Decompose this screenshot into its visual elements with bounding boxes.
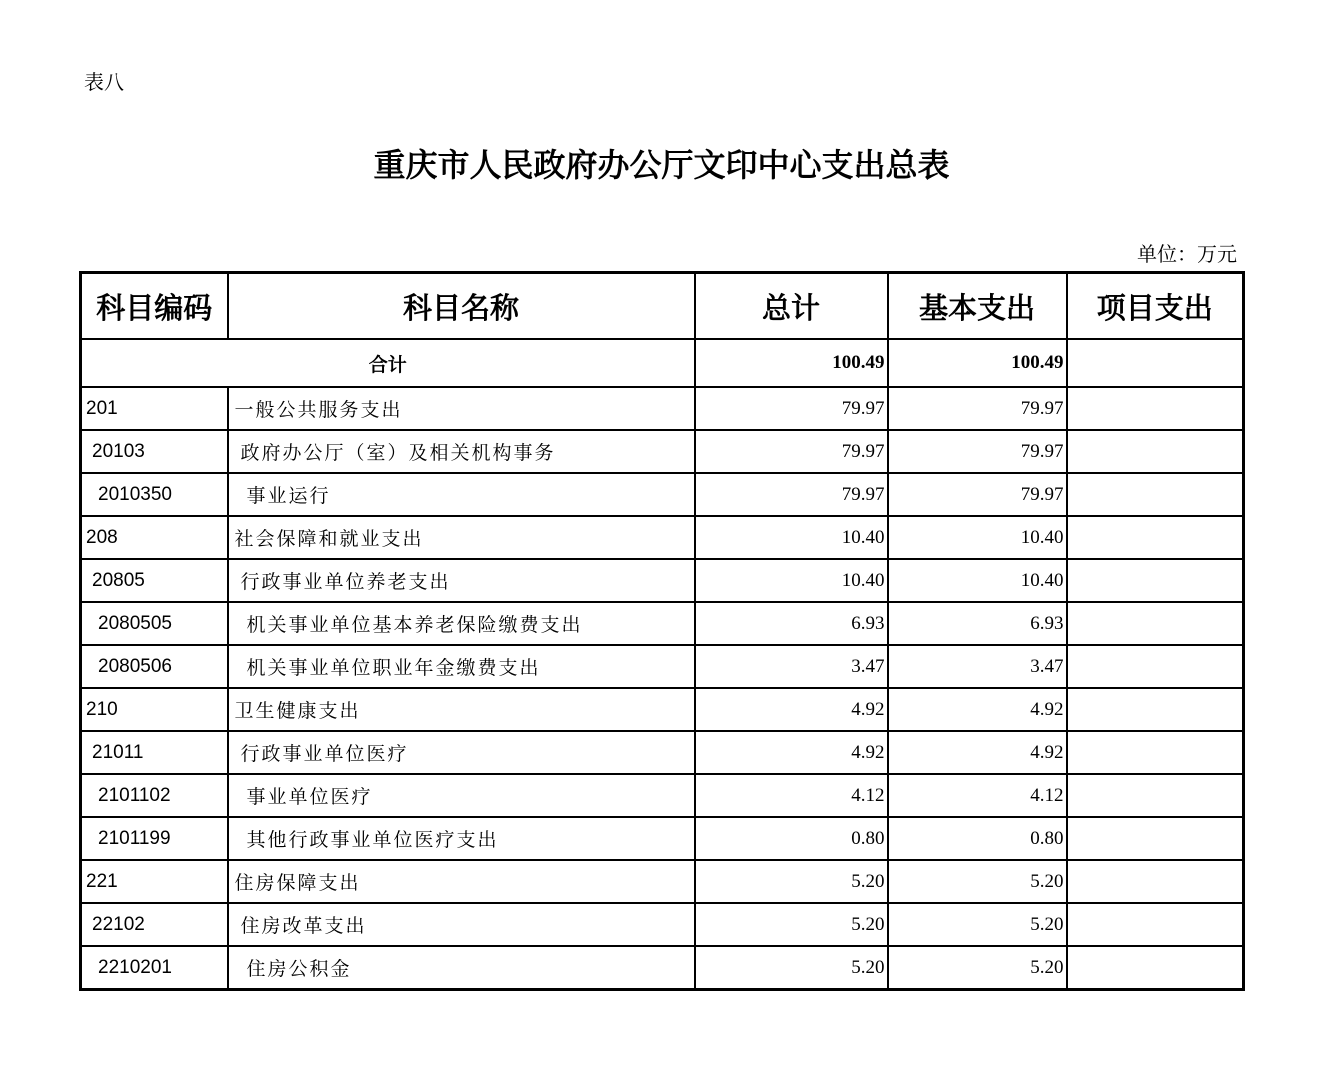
row-name: 其他行政事业单位医疗支出 [228, 817, 695, 860]
table-row [81, 602, 1244, 645]
table-row [81, 774, 1244, 817]
table-row [81, 903, 1244, 946]
row-code: 210 [81, 688, 228, 731]
row-code: 20805 [81, 559, 228, 602]
row-basic: 5.20 [888, 903, 1067, 946]
row-total: 4.12 [695, 774, 888, 817]
row-project [1067, 774, 1244, 817]
row-project [1067, 430, 1244, 473]
row-basic: 0.80 [888, 817, 1067, 860]
row-project [1067, 860, 1244, 903]
total-label: 合计 [81, 339, 695, 387]
row-basic: 79.97 [888, 473, 1067, 516]
table-row [81, 731, 1244, 774]
row-total: 5.20 [695, 946, 888, 990]
row-code: 221 [81, 860, 228, 903]
total-sum: 100.49 [695, 339, 888, 387]
row-code: 2080506 [81, 645, 228, 688]
row-project [1067, 602, 1244, 645]
row-total: 4.92 [695, 688, 888, 731]
column-header-total: 总计 [695, 273, 888, 340]
row-total: 79.97 [695, 430, 888, 473]
row-code: 21011 [81, 731, 228, 774]
row-project [1067, 817, 1244, 860]
row-total: 79.97 [695, 387, 888, 430]
table-number-label: 表八 [84, 70, 124, 94]
row-basic: 4.92 [888, 688, 1067, 731]
row-basic: 79.97 [888, 387, 1067, 430]
page-title: 重庆市人民政府办公厅文印中心支出总表 [373, 146, 950, 184]
row-total: 5.20 [695, 860, 888, 903]
row-project [1067, 473, 1244, 516]
row-total: 4.92 [695, 731, 888, 774]
table-row [81, 860, 1244, 903]
row-basic: 10.40 [888, 516, 1067, 559]
row-name: 住房保障支出 [228, 860, 695, 903]
row-name: 行政事业单位养老支出 [228, 559, 695, 602]
table-row [81, 516, 1244, 559]
row-code: 2101199 [81, 817, 228, 860]
row-code: 2210201 [81, 946, 228, 990]
row-name: 机关事业单位基本养老保险缴费支出 [228, 602, 695, 645]
row-name: 卫生健康支出 [228, 688, 695, 731]
row-total: 0.80 [695, 817, 888, 860]
row-code: 20103 [81, 430, 228, 473]
row-project [1067, 946, 1244, 990]
row-basic: 4.12 [888, 774, 1067, 817]
row-project [1067, 645, 1244, 688]
row-name: 住房公积金 [228, 946, 695, 990]
row-code: 201 [81, 387, 228, 430]
row-code: 2101102 [81, 774, 228, 817]
row-name: 事业单位医疗 [228, 774, 695, 817]
row-basic: 6.93 [888, 602, 1067, 645]
column-header-project: 项目支出 [1067, 273, 1244, 340]
table-row [81, 645, 1244, 688]
row-project [1067, 387, 1244, 430]
total-project [1067, 339, 1244, 387]
row-total: 79.97 [695, 473, 888, 516]
table-row [81, 387, 1244, 430]
row-total: 10.40 [695, 559, 888, 602]
table-row [81, 559, 1244, 602]
row-project [1067, 731, 1244, 774]
column-header-name: 科目名称 [228, 273, 695, 340]
row-code: 208 [81, 516, 228, 559]
row-project [1067, 903, 1244, 946]
table-row [81, 817, 1244, 860]
column-header-basic: 基本支出 [888, 273, 1067, 340]
row-project [1067, 559, 1244, 602]
row-basic: 79.97 [888, 430, 1067, 473]
unit-label: 单位：万元 [1137, 242, 1237, 266]
row-total: 5.20 [695, 903, 888, 946]
row-basic: 4.92 [888, 731, 1067, 774]
row-name: 行政事业单位医疗 [228, 731, 695, 774]
row-basic: 10.40 [888, 559, 1067, 602]
row-name: 事业运行 [228, 473, 695, 516]
column-header-code: 科目编码 [81, 273, 228, 340]
row-total: 10.40 [695, 516, 888, 559]
total-basic: 100.49 [888, 339, 1067, 387]
row-project [1067, 688, 1244, 731]
row-code: 22102 [81, 903, 228, 946]
row-name: 机关事业单位职业年金缴费支出 [228, 645, 695, 688]
row-project [1067, 516, 1244, 559]
row-name: 社会保障和就业支出 [228, 516, 695, 559]
row-code: 2010350 [81, 473, 228, 516]
row-basic: 5.20 [888, 946, 1067, 990]
total-row [81, 339, 1244, 387]
table-row [81, 430, 1244, 473]
expenditure-table [79, 271, 1245, 991]
row-basic: 3.47 [888, 645, 1067, 688]
row-basic: 5.20 [888, 860, 1067, 903]
table-row [81, 946, 1244, 990]
row-code: 2080505 [81, 602, 228, 645]
table-row [81, 688, 1244, 731]
row-total: 3.47 [695, 645, 888, 688]
row-name: 一般公共服务支出 [228, 387, 695, 430]
row-name: 政府办公厅（室）及相关机构事务 [228, 430, 695, 473]
row-name: 住房改革支出 [228, 903, 695, 946]
row-total: 6.93 [695, 602, 888, 645]
table-row [81, 473, 1244, 516]
table-header-row [81, 273, 1244, 340]
